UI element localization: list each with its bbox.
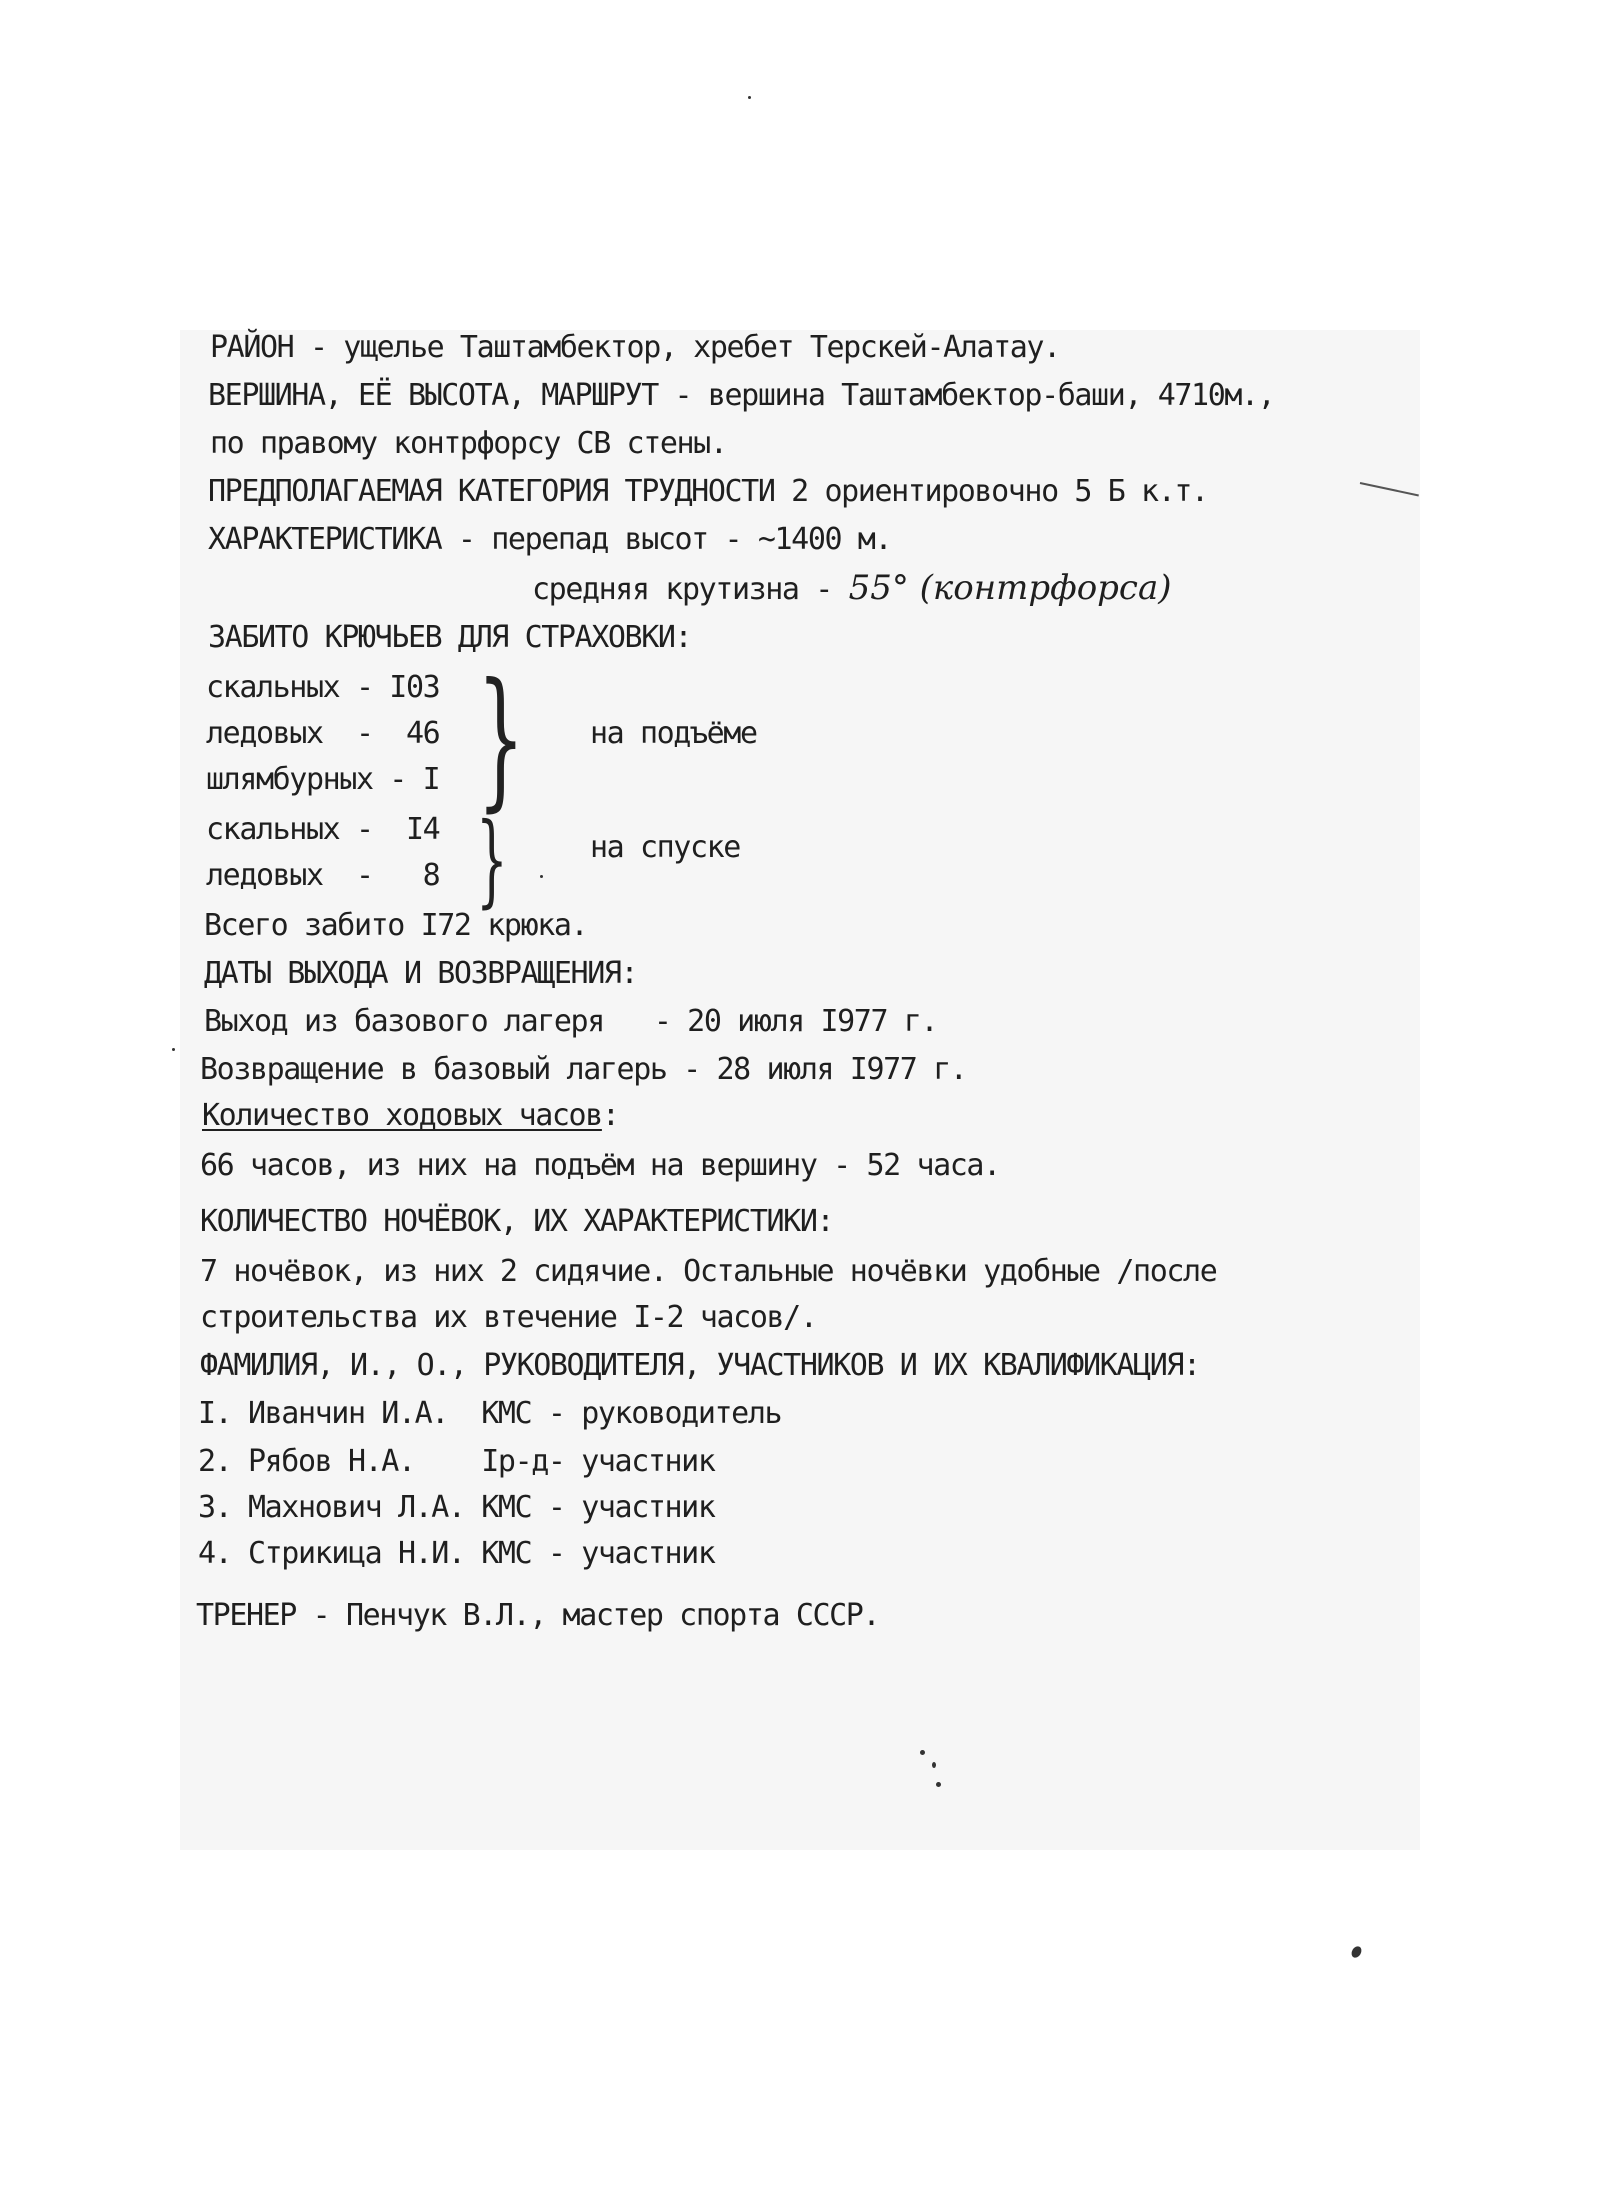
steepness-line bbox=[532, 570, 1172, 608]
category-line: ПРЕДПОЛАГАЕМАЯ КАТЕГОРИЯ ТРУДНОСТИ 2 ориентировочно 5 Б к.т. bbox=[208, 474, 1208, 509]
page-speck bbox=[540, 875, 543, 878]
scan-speck bbox=[172, 1048, 175, 1051]
descent-brace-icon: } bbox=[476, 801, 508, 918]
departure-line: Выход из базового лагеря - 20 июля I977 г. bbox=[204, 1004, 938, 1039]
page-speck bbox=[920, 1750, 925, 1755]
characteristics-line: ХАРАКТЕРИСТИКА - перепад высот - ~1400 м. bbox=[208, 522, 892, 557]
margin-pen-stroke bbox=[1360, 482, 1419, 496]
nights-line-1: 7 ночёвок, из них 2 сидячие. Остальные ночёвки удобные /после bbox=[200, 1254, 1217, 1289]
peak-line: ВЕРШИНА, ЕЁ ВЫСОТА, МАРШРУТ - вершина Таштамбектор-баши, 4710м., bbox=[208, 378, 1275, 413]
typed-sheet bbox=[180, 330, 1420, 1850]
steepness-prefix: средняя крутизна - bbox=[532, 572, 849, 607]
hours-title: Количество ходовых часов bbox=[202, 1098, 602, 1133]
region-line: РАЙОН - ущелье Таштамбектор, хребет Терскей-Алатау. bbox=[210, 330, 1060, 365]
hours-title-colon: : bbox=[601, 1098, 619, 1133]
page-speck bbox=[936, 1782, 941, 1787]
rock-hooks-ascent: скальных - I03 bbox=[206, 670, 440, 705]
rock-hooks-descent: скальных - I4 bbox=[206, 812, 440, 847]
nights-title: КОЛИЧЕСТВО НОЧЁВОК, ИХ ХАРАКТЕРИСТИКИ: bbox=[200, 1204, 834, 1239]
hours-title-line bbox=[202, 1098, 619, 1134]
team-title: ФАМИЛИЯ, И., О., РУКОВОДИТЕЛЯ, УЧАСТНИКОВ И ИХ КВАЛИФИКАЦИЯ: bbox=[200, 1348, 1200, 1383]
scan-speck bbox=[748, 96, 751, 99]
bolt-hooks-ascent: шлямбурных - I bbox=[206, 762, 440, 797]
coach-line: ТРЕНЕР - Пенчук В.Л., мастер спорта СССР. bbox=[196, 1598, 880, 1633]
ice-hooks-descent: ледовых - 8 bbox=[206, 858, 440, 893]
member-3: 3. Махнович Л.А. КМС - участник bbox=[198, 1490, 715, 1525]
member-1: I. Иванчин И.А. КМС - руководитель bbox=[198, 1396, 782, 1431]
return-line: Возвращение в базовый лагерь - 28 июля I977 г. bbox=[200, 1052, 967, 1087]
ice-hooks-ascent: ледовых - 46 bbox=[206, 716, 440, 751]
total-hooks-line: Всего забито I72 крюка. bbox=[204, 908, 588, 943]
hours-line: 66 часов, из них на подъём на вершину - 52 часа. bbox=[200, 1148, 1000, 1183]
nights-line-2: строительства их втечение I-2 часов/. bbox=[200, 1300, 817, 1335]
descent-label: на спуске bbox=[590, 830, 740, 865]
hooks-title: ЗАБИТО КРЮЧЬЕВ ДЛЯ СТРАХОВКИ: bbox=[208, 620, 692, 655]
member-2: 2. Рябов Н.А. Iр-д- участник bbox=[198, 1444, 715, 1479]
scan-speck bbox=[1350, 1945, 1364, 1960]
dates-title: ДАТЫ ВЫХОДА И ВОЗВРАЩЕНИЯ: bbox=[204, 956, 638, 991]
ascent-brace-icon: } bbox=[477, 652, 525, 826]
page-speck bbox=[932, 1762, 936, 1768]
route-line: по правому контрфорсу СВ стены. bbox=[210, 426, 727, 461]
steepness-handwritten-note: 55° (контрфорса) bbox=[848, 568, 1172, 608]
member-4: 4. Стрикица Н.И. КМС - участник bbox=[198, 1536, 715, 1571]
ascent-label: на подъёме bbox=[590, 716, 757, 751]
